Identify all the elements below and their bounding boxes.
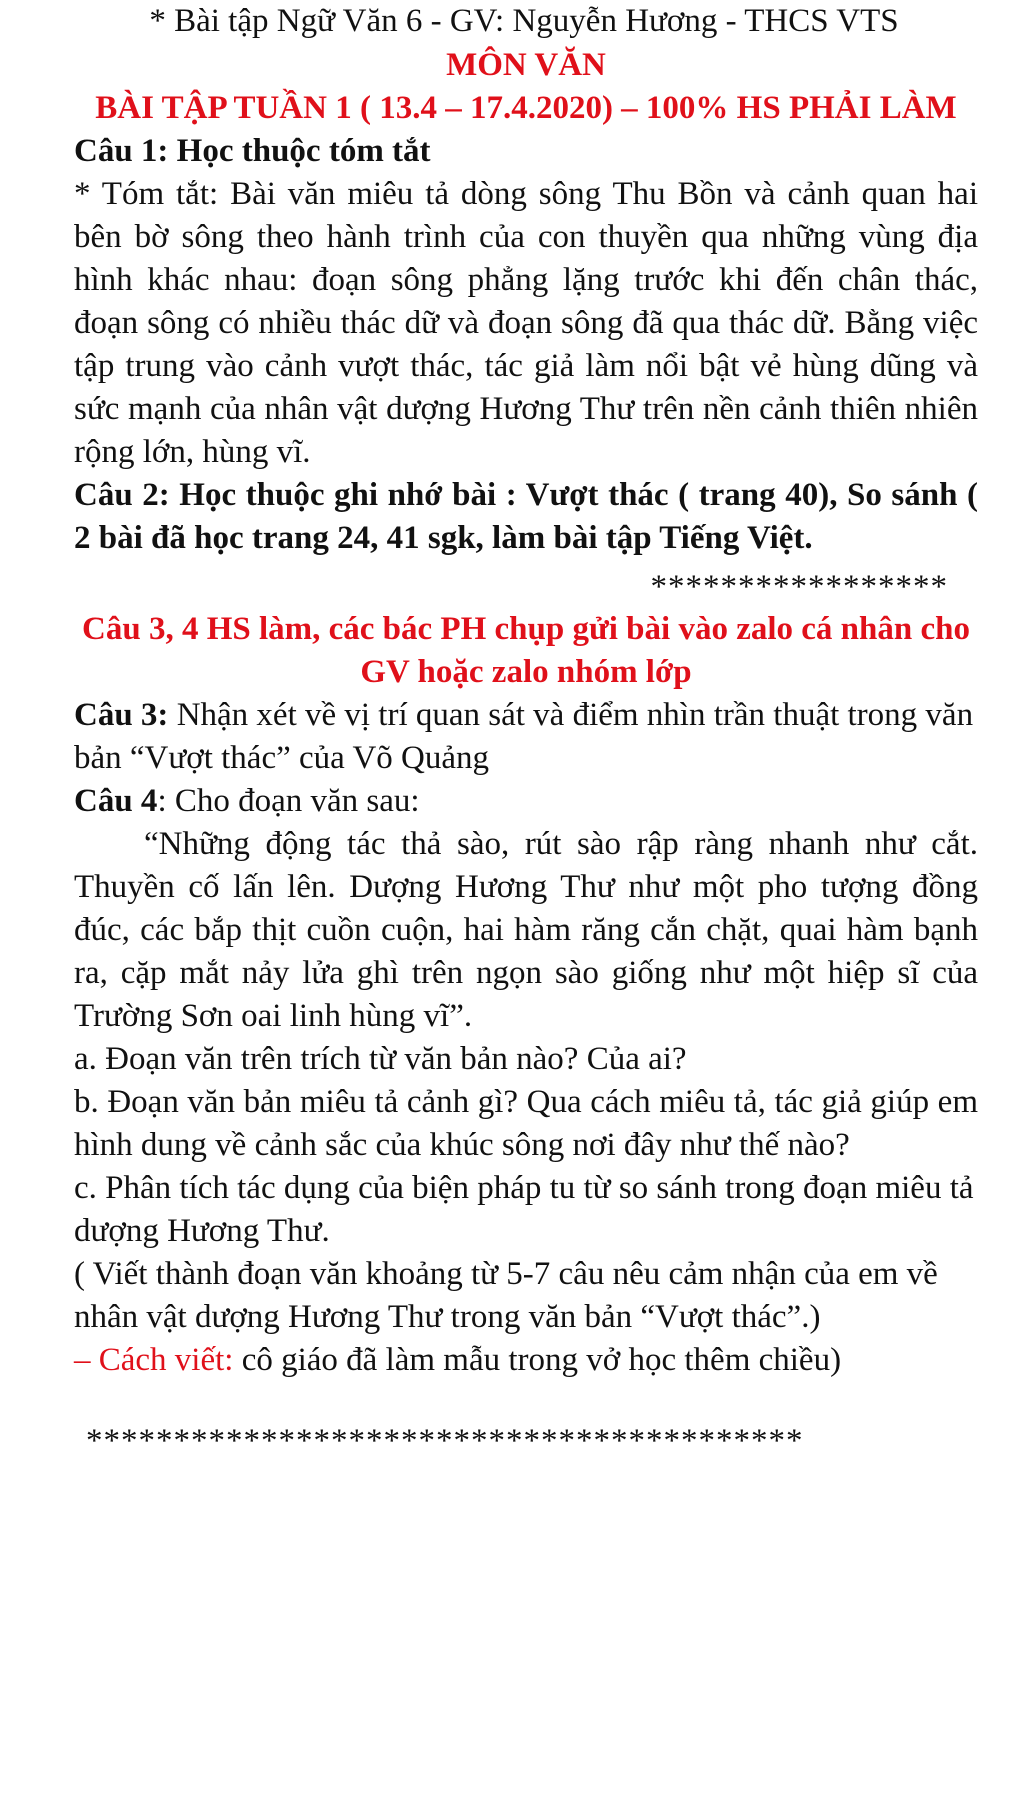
question-1-label: Câu 1: Học thuộc tóm tắt <box>74 133 431 169</box>
question-4c: c. Phân tích tác dụng của biện pháp tu từ so sánh trong đoạn miêu tả dượng Hương Thư. <box>74 1170 974 1249</box>
question-4-intro: : Cho đoạn văn sau: <box>157 783 420 819</box>
question-4-quote: “Những động tác thả sào, rút sào rập ràng nhanh như cắt. Thuyền cố lấn lên. Dượng Hương Thư như một pho tượng đồng đúc, các bắp thịt cuồn cuộn, hai hàm răng cắn chặt, quai hàm bạnh ra, cặp mắt nảy lửa ghì trên ngọn sào giống như một hiệp sĩ của Trường Sơn oai linh hùng vĩ”. <box>74 826 978 1034</box>
question-2-text: Câu 2: Học thuộc ghi nhớ bài : Vượt thác ( trang 40), So sánh ( 2 bài đã học trang 24, 41 sgk, làm bài tập Tiếng Việt. <box>74 477 978 556</box>
question-4b: b. Đoạn văn bản miêu tả cảnh gì? Qua cách miêu tả, tác giả giúp em hình dung về cảnh sắc của khúc sông nơi đây như thế nào? <box>74 1084 978 1163</box>
question-4 <box>74 780 978 823</box>
week-title: BÀI TẬP TUẦN 1 ( 13.4 – 17.4.2020) – 100% HS PHẢI LÀM <box>95 90 957 126</box>
question-4a: a. Đoạn văn trên trích từ văn bản nào? Của ai? <box>74 1041 687 1077</box>
divider-long: ***************************************** <box>86 1423 804 1459</box>
question-4-label: Câu 4 <box>74 783 158 819</box>
question-3-text: Nhận xét về vị trí quan sát và điểm nhìn trần thuật trong văn bản “Vượt thác” của Võ Quảng <box>74 697 974 776</box>
question-1-summary: * Tóm tắt: Bài văn miêu tả dòng sông Thu Bồn và cảnh quan hai bên bờ sông theo hành trình của con thuyền qua những vùng địa hình khác nhau: đoạn sông phẳng lặng trước khi đến chân thác, đoạn sông có nhiều thác dữ và đoạn sông đã qua thác dữ. Bằng việc tập trung vào cảnh vượt thác, tác giả làm nổi bật vẻ hùng dũng và sức mạnh của nhân vật dượng Hương Thư trên nền cảnh thiên nhiên rộng lớn, hùng vĩ. <box>74 176 978 470</box>
question-3 <box>74 694 978 780</box>
divider-short: ***************** <box>650 569 948 605</box>
writing-method-text: cô giáo đã làm mẫu trong vở học thêm chiều) <box>233 1342 842 1378</box>
subject-title: MÔN VĂN <box>446 47 606 83</box>
submission-notice: Câu 3, 4 HS làm, các bác PH chụp gửi bài vào zalo cá nhân cho GV hoặc zalo nhóm lớp <box>82 611 970 690</box>
writing-method <box>74 1339 978 1382</box>
question-3-label: Câu 3: <box>74 697 169 733</box>
worksheet-header: * Bài tập Ngữ Văn 6 - GV: Nguyễn Hương - THCS VTS <box>149 3 899 39</box>
question-4c-note: ( Viết thành đoạn văn khoảng từ 5-7 câu nêu cảm nhận của em về nhân vật dượng Hương Thư trong văn bản “Vượt thác”.) <box>74 1256 938 1335</box>
writing-method-label: – Cách viết: <box>74 1342 234 1378</box>
